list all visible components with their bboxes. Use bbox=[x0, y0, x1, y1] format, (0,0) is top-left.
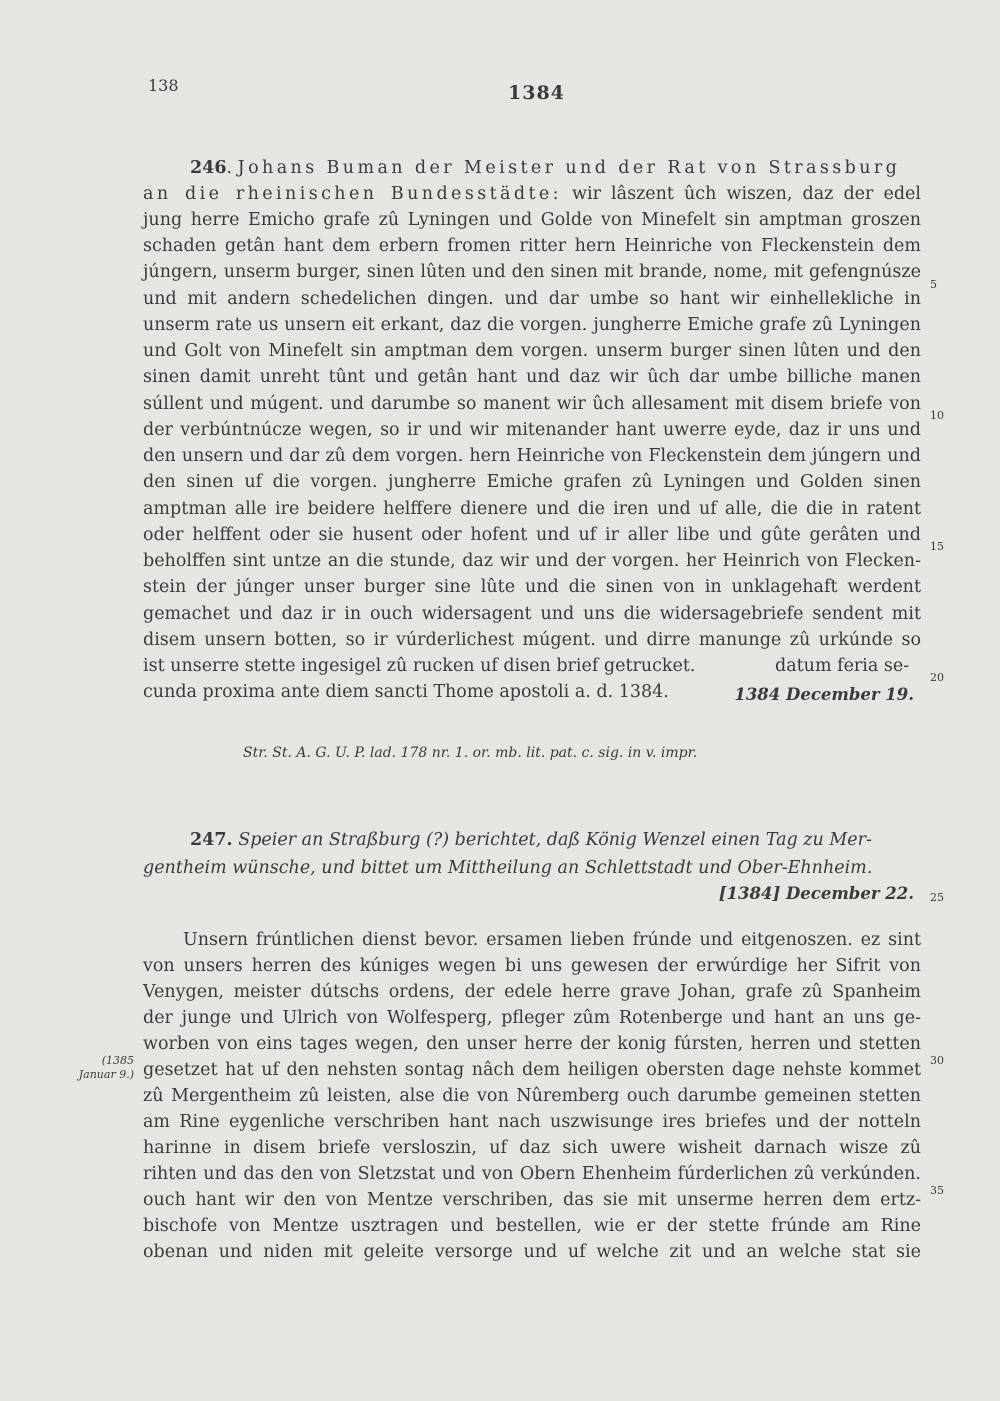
doc246-text-line: stein der júnger unser burger sine lûte und die sinen von in unklagehaft werdent bbox=[143, 577, 921, 597]
doc246-text-line: cunda proxima ante diem sancti Thome apostoli a. d. 1384. bbox=[143, 682, 669, 702]
doc247-text-line: harinne in disem briefe versloszin, uf daz sich uwere wisheit darnach wisze zû bbox=[143, 1138, 921, 1158]
doc246-text-line: der verbúntnúcze wegen, so ir und wir mitenander hant uwerre eyde, daz ir uns und bbox=[143, 420, 921, 440]
doc246-recipient: an die rheinischen Bundesstädte: bbox=[143, 184, 562, 204]
doc246-text-line: und mit andern schedelichen dingen. und dar umbe so hant wir einhellekliche in bbox=[143, 289, 921, 309]
doc246-text-line: beholffen sint untze an die stunde, daz wir und der vorgen. her Heinrich von Flecken- bbox=[143, 551, 921, 571]
line-number: 30 bbox=[930, 1054, 944, 1067]
doc246-sender: Johans Buman der Meister und der Rat von Strassburg bbox=[237, 158, 901, 178]
line-number: 20 bbox=[930, 671, 944, 684]
doc246-text-line: disem unsern botten, so ir vúrderlichest múgent. und dirre manunge zû urkúnde so bbox=[143, 630, 921, 650]
doc247-heading-text: Speier an Straßburg (?) berichtet, daß König Wenzel einen Tag zu Mer- bbox=[238, 830, 872, 850]
doc247-text-line: am Rine eygenliche verschriben hant nach uszwisunge ires briefes und der notteln bbox=[143, 1112, 921, 1132]
doc246-text-line: schaden getân hant dem erbern fromen ritter hern Heinriche von Fleckenstein dem bbox=[143, 236, 921, 256]
doc246-text-line: súllent und múgent. und darumbe so manent wir ûch allesament mit disem briefe von bbox=[143, 394, 921, 414]
doc246-date: 1384 December 19. bbox=[734, 685, 914, 704]
doc246-text-line: jung herre Emicho grafe zû Lyningen und Golde von Minefelt sin amptman groszen bbox=[143, 210, 921, 230]
doc247-margin-date-note: (1385 Januar 9.) bbox=[78, 1054, 134, 1081]
line-number: 15 bbox=[930, 540, 944, 553]
doc246-text-line: gemachet und daz ir in ouch widersagent und uns die widersagebriefe sendent mit bbox=[143, 604, 921, 624]
doc246-text-line: sinen damit unreht tûnt und getân hant und daz wir ûch dar umbe billiche manen bbox=[143, 367, 921, 387]
doc247-text-line: Venygen, meister dútschs ordens, der edele herre grave Johan, grafe zû Spanheim bbox=[143, 982, 921, 1002]
doc247-number: 247. bbox=[190, 830, 233, 850]
doc247-text-line: von unsers herren des kúniges wegen bi uns gewesen der erwúrdige her Sifrit von bbox=[143, 956, 921, 976]
doc247-text-line: worben von eins tages wegen, den unser herre der konig fúrsten, herren und stetten bbox=[143, 1034, 921, 1054]
doc246-text-line: und Golt von Minefelt sin amptman dem vorgen. unserm burger sinen lûten und den bbox=[143, 341, 921, 361]
doc246-text-line: den sinen uf die vorgen. jungherre Emiche grafen zû Lyningen und Golden sinen bbox=[143, 472, 921, 492]
doc247-date: [1384] December 22. bbox=[718, 884, 914, 903]
doc246-text-line: júngern, unserm burger, sinen lûten und den sinen mit brande, nome, mit gefengnúsze bbox=[143, 262, 921, 282]
doc247-text-line: ouch hant wir den von Mentze verschriben, das sie mit unserme herren dem ertz- bbox=[143, 1190, 921, 1210]
doc247-text-line: gesetzet hat uf den nehsten sontag nâch dem heiligen obersten dage nehste kommet bbox=[143, 1060, 921, 1080]
doc247-heading-line1 bbox=[190, 828, 921, 853]
line-number: 25 bbox=[930, 891, 944, 904]
doc246-heading-line2 bbox=[143, 182, 921, 207]
doc246-datum: datum feria se- bbox=[775, 656, 910, 676]
doc247-text-line: obenan und niden mit geleite versorge und uf welche zit und an welche stat sie bbox=[143, 1242, 921, 1262]
doc247-heading-line2: gentheim wünsche, und bittet um Mittheilung an Schlettstadt und Ober-Ehnheim. bbox=[143, 858, 873, 878]
doc247-text-line: der junge und Ulrich von Wolfesperg, pfleger zûm Rotenberge und hant an uns ge- bbox=[143, 1008, 921, 1028]
doc246-text-line: unserm rate us unsern eit erkant, daz die vorgen. jungherre Emiche grafe zû Lyningen bbox=[143, 315, 921, 335]
line-number: 35 bbox=[930, 1184, 944, 1197]
doc246-text-line: ist unserre stette ingesigel zû rucken uf disen brief getrucket. bbox=[143, 656, 696, 676]
doc246-text-line: oder helffent oder sie husent oder hofent und uf ir aller libe und gûte gerâten und bbox=[143, 525, 921, 545]
doc246-text-line: amptman alle ire beidere helffere dienere und die iren und uf alle, die die in ratent bbox=[143, 499, 921, 519]
doc247-text-line: Unsern frúntlichen dienst bevor. ersamen lieben frúnde und eitgenoszen. ez sint bbox=[183, 930, 921, 950]
doc247-text-line: rihten und das den von Sletzstat und von Obern Ehenheim fúrderlichen zû verkúnden. bbox=[143, 1164, 921, 1184]
running-head-year: 1384 bbox=[508, 82, 565, 104]
doc246-text-line: wir lâszent ûch wiszen, daz der edel bbox=[572, 184, 921, 204]
doc246-heading-line1: 246. Johans Buman der Meister und der Rat von Strassburg bbox=[190, 158, 901, 178]
doc247-text-line: zû Mergentheim zû leisten, alse die von Nûremberg ouch darumbe gemeinen stetten bbox=[143, 1086, 921, 1106]
doc246-text-line: den unsern und dar zû dem vorgen. hern Heinriche von Fleckenstein dem júngern und bbox=[143, 446, 921, 466]
line-number: 5 bbox=[930, 278, 937, 291]
doc246-number: 246 bbox=[190, 158, 227, 178]
doc246-source-note: Str. St. A. G. U. P. lad. 178 nr. 1. or. mb. lit. pat. c. sig. in v. impr. bbox=[243, 745, 698, 761]
page-number: 138 bbox=[148, 76, 179, 95]
line-number: 10 bbox=[930, 409, 944, 422]
doc247-text-line: bischofe von Mentze usztragen und bestellen, wie er der stette frúnde am Rine bbox=[143, 1216, 921, 1236]
